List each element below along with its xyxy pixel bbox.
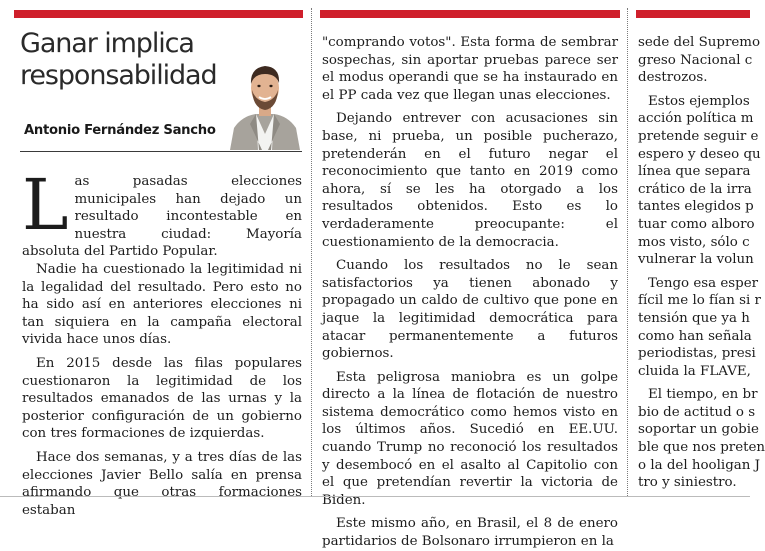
article-headline: [20, 28, 230, 92]
paragraph: [22, 164, 302, 261]
text-line: bio de actitud o s: [638, 404, 756, 420]
text-line: destrozos.: [638, 70, 708, 86]
paragraph: Cuando los resultados no le sean satisfactorios ya tienen abonado y propagado un caldo de cultivo que pone en jaque la legitimidad democrática para atacar permanentemente a futuros gobiernos.: [322, 258, 618, 362]
text-line: Tengo esa esper: [648, 275, 759, 291]
text-line: línea que separa: [638, 164, 751, 180]
text-line: greso Nacional c: [638, 52, 753, 68]
column-divider-1: [311, 8, 312, 496]
text-line: fícil me lo fían si r: [638, 293, 761, 309]
text-line: El tiempo, en br: [648, 387, 758, 403]
text-line: tantes elegidos p: [638, 199, 754, 215]
paragraph: En 2015 desde las filas populares cuestionaron la legitimidad de los resultados emanados de las urnas y la posterior configuración de un gobierno con tres formaciones de izquierdas.: [22, 355, 302, 442]
headline-line-1: Ganar implica: [20, 28, 194, 59]
paragraph: "comprando votos". Esta forma de sembrar sospechas, sin aportar pruebas parece ser el modus operandi que se ha instaurado en el PP cada vez que llegan unas elecciones.: [322, 35, 618, 103]
text-line: tensión que ya h: [638, 310, 750, 326]
byline-rule: [20, 151, 302, 152]
paragraph: Nadie ha cuestionado la legitimidad ni la legalidad del resultado. Pero esto no ha sido así en anteriores elecciones ni tan siquiera en la campaña electoral vivida hace unos días.: [22, 261, 302, 348]
text-line: tuar como alboro: [638, 216, 755, 232]
text-line: sede del Supremo: [638, 35, 761, 50]
paragraph-text: as pasadas elecciones municipales han dejado un resultado incontestable en nuestra ciudad: Mayoría absoluta del Partido Popular.: [22, 174, 302, 260]
drop-cap: L: [22, 164, 69, 246]
text-line: acción política m: [638, 111, 754, 127]
text-line: ble que nos preten: [638, 440, 765, 456]
column-1: [22, 164, 302, 519]
text-line: Estos ejemplos: [648, 93, 750, 109]
text-line: soportar un gobie: [638, 422, 759, 438]
section-bar-left: [14, 10, 303, 18]
column-2: [322, 34, 618, 551]
text-line: periodistas, presi: [638, 346, 756, 362]
text-line: pretende seguir e: [638, 128, 759, 144]
section-bar-right: [636, 10, 750, 18]
text-line: cluida la FLAVE,: [638, 363, 751, 379]
paragraph: Hace dos semanas, y a tres días de las elecciones Javier Bello salía en prensa afirmando que otras formaciones estaban: [22, 449, 302, 518]
text-line: crático de la irra: [638, 181, 752, 197]
text-line: mos visto, sólo c: [638, 234, 750, 250]
column-3: [638, 34, 765, 492]
column-divider-2: [627, 8, 628, 496]
paragraph: Este mismo año, en Brasil, el 8 de enero partidarios de Bolsonaro irrumpieron en la: [322, 516, 618, 550]
page-bottom-rule: [0, 496, 750, 497]
author-byline: Antonio Fernández Sancho: [24, 123, 216, 138]
text-line: vulnerar la volun: [638, 252, 754, 268]
paragraph: Esta peligrosa maniobra es un golpe directo a la línea de flotación de nuestro sistema democrático como hemos visto en los últimos años. Sucedió en EE.UU. cuando Trump no reconoció los resultados y desembocó en el asalto al Capitolio con el que pretendían revertir la victoria de Biden.: [322, 369, 618, 508]
headline-line-2: responsabilidad: [20, 60, 217, 91]
text-line: tro y siniestro.: [638, 475, 737, 491]
paragraph: Dejando entrever con acusaciones sin base, ni prueba, un posible pucherazo, pretenderán en el futuro negar el reconocimiento que tanto en 2019 como ahora, sí se les ha otorgado a los resultados obtenidos. Esto es lo verdaderamente preocupante: el cuestionamiento de la democracia.: [322, 111, 618, 250]
author-photo: [228, 50, 302, 150]
section-bar-middle: [320, 10, 620, 18]
text-line: o la del hooligan J: [638, 457, 760, 473]
text-line: espero y deseo qu: [638, 146, 761, 162]
text-line: como han señala: [638, 328, 752, 344]
